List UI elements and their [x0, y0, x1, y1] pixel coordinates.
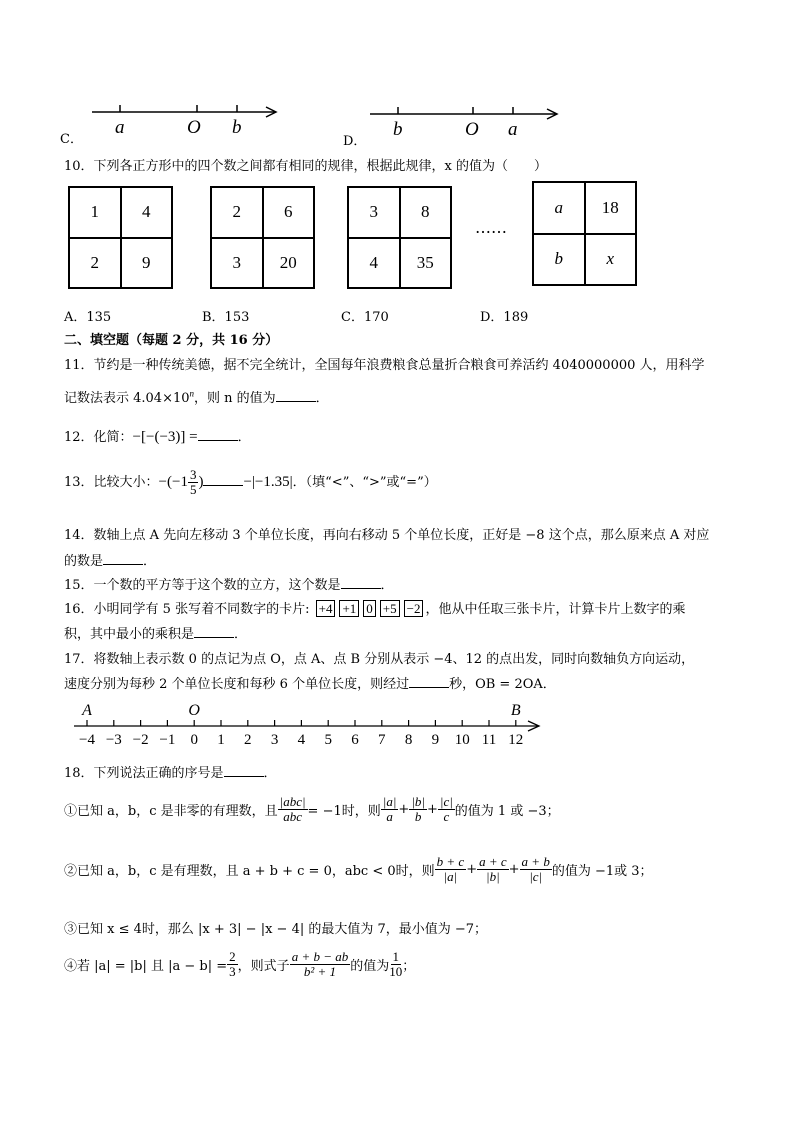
question-11-line2: 记数法表示 $4.04\times 10^n$，则 n 的值为 ．: [64, 388, 329, 406]
option-d-label: D．: [343, 134, 367, 149]
number-line-c: [90, 98, 290, 138]
question-11-line1: 11．节约是一种传统美德，据不完全统计，全国每年浪费粮食总量折合粮食可养活约 4040000000 人，用科学: [64, 358, 705, 373]
axis-tick-label: 7: [378, 732, 386, 748]
point-label: O: [188, 702, 200, 719]
axis-tick-label: 10: [454, 732, 470, 748]
question-17-line1: 17．将数轴上表示数 0 的点记为点 O，点 A、点 B 分别从表示 −4、12 的点出发，同时向数轴负方向运动，: [64, 652, 695, 667]
point-label: B: [510, 702, 521, 719]
q10-option-b: B．153: [202, 310, 250, 325]
ellipsis: ……: [475, 218, 507, 237]
svg-text:b: b: [393, 119, 403, 140]
point-label: A: [82, 702, 92, 719]
statement-2: ②已知 a，b，c 是有理数，且 a + b + c = 0，abc < 0时，则 $\frac{b + c}{|a|}$ + $\frac{a + c}{|b|}$ + $\frac{a + b}{|c|}$ 的值为 −1或 3；: [64, 854, 653, 884]
question-12: 12．化简：−[−(−3)] = ．: [64, 429, 251, 445]
question-18: 18．下列说法正确的序号是 ．: [64, 766, 277, 781]
label-b: b: [232, 117, 242, 138]
square-4: a 18 b x: [532, 181, 637, 286]
axis-tick-label: 0: [190, 732, 198, 748]
axis-tick-label: 1: [217, 732, 225, 748]
q10-option-c: C．170: [341, 310, 389, 325]
axis-tick-label: 2: [244, 732, 252, 748]
axis-tick-label: 9: [431, 732, 440, 748]
card: +1: [339, 600, 359, 617]
question-17-line2: 速度分别为每秒 2 个单位长度和每秒 6 个单位长度，则经过 秒，OB = 2OA．: [64, 677, 556, 692]
axis-tick-label: −3: [105, 732, 122, 748]
svg-text:O: O: [465, 119, 479, 140]
square-1: 1 4 2 9: [68, 186, 173, 289]
number-line-d: [368, 100, 568, 140]
svg-text:a: a: [508, 119, 518, 140]
square-2: 2 6 3 20: [210, 186, 315, 289]
question-14-line2: 的数是 ．: [64, 554, 157, 569]
axis-tick-label: 5: [324, 732, 332, 748]
axis-tick-label: −1: [159, 732, 176, 748]
question-15: 15．一个数的平方等于这个数的立方，这个数是 ．: [64, 578, 394, 593]
q17-number-line: [70, 700, 550, 750]
question-14-line1: 14．数轴上点 A 先向左移动 3 个单位长度，再向右移动 5 个单位长度，正好是 −8 这个点，那么原来点 A 对应: [64, 528, 710, 543]
axis-tick-label: 11: [481, 732, 497, 748]
label-a: a: [115, 117, 125, 138]
statement-3: ③已知 x ≤ 4时，那么 |x + 3| − |x − 4| 的最大值为 7，最小值为 −7；: [64, 922, 488, 937]
axis-tick-label: 4: [297, 732, 306, 748]
axis-tick-label: 3: [270, 732, 279, 748]
section-heading: 二、填空题（每题 2 分，共 16 分）: [64, 333, 279, 348]
q10-option-a: A．135: [64, 310, 112, 325]
axis-tick-label: −2: [132, 732, 149, 748]
square-3: 3 8 4 35: [347, 186, 452, 289]
card: +5: [380, 600, 400, 617]
axis-tick-label: 12: [508, 732, 524, 748]
question-10-text: 10．下列各正方形中的四个数之间都有相同的规律，根据此规律，x 的值为（ ）: [64, 159, 548, 174]
card: −2: [404, 600, 424, 617]
axis-tick-label: −4: [79, 732, 95, 748]
q10-option-d: D．189: [480, 310, 529, 325]
card: +4: [316, 600, 336, 617]
statement-1: ①已知 a，b，c 是非零的有理数，且 $\frac{\text{|abc|}}{\text{abc}}$ = −1时，则 $\frac{|a|}{a}$ + $\frac{|b|}{b}$ + $\frac{|c|}{c}$ 的值为 1 或 −3；: [64, 794, 560, 824]
label-o: O: [187, 117, 201, 138]
card: 0: [363, 600, 376, 617]
axis-tick-label: 6: [351, 732, 359, 748]
question-16-line2: 积，其中最小的乘积是 ．: [64, 627, 248, 642]
option-c-label: C．: [60, 132, 83, 147]
statement-4: ④若 |a| = |b| 且 |a − b| = $\frac{2}{3}$ ，则式子 $\frac{a + b - ab}{\text{b² + 1}}$ 的值为 $\frac{1}{10}$ ；: [64, 949, 416, 979]
question-16-line1: 16．小明同学有 5 张写着不同数字的卡片: +4 +1 0 +5 −2 ，他从中任取三张卡片，计算卡片上数字的乘: [64, 601, 686, 617]
axis-tick-label: 8: [404, 732, 413, 748]
question-13: 13．比较大小：−(−1 $\frac{3}{5}$ ) −|−1.35|．（填“<”、“>”或“=”）: [64, 467, 437, 497]
